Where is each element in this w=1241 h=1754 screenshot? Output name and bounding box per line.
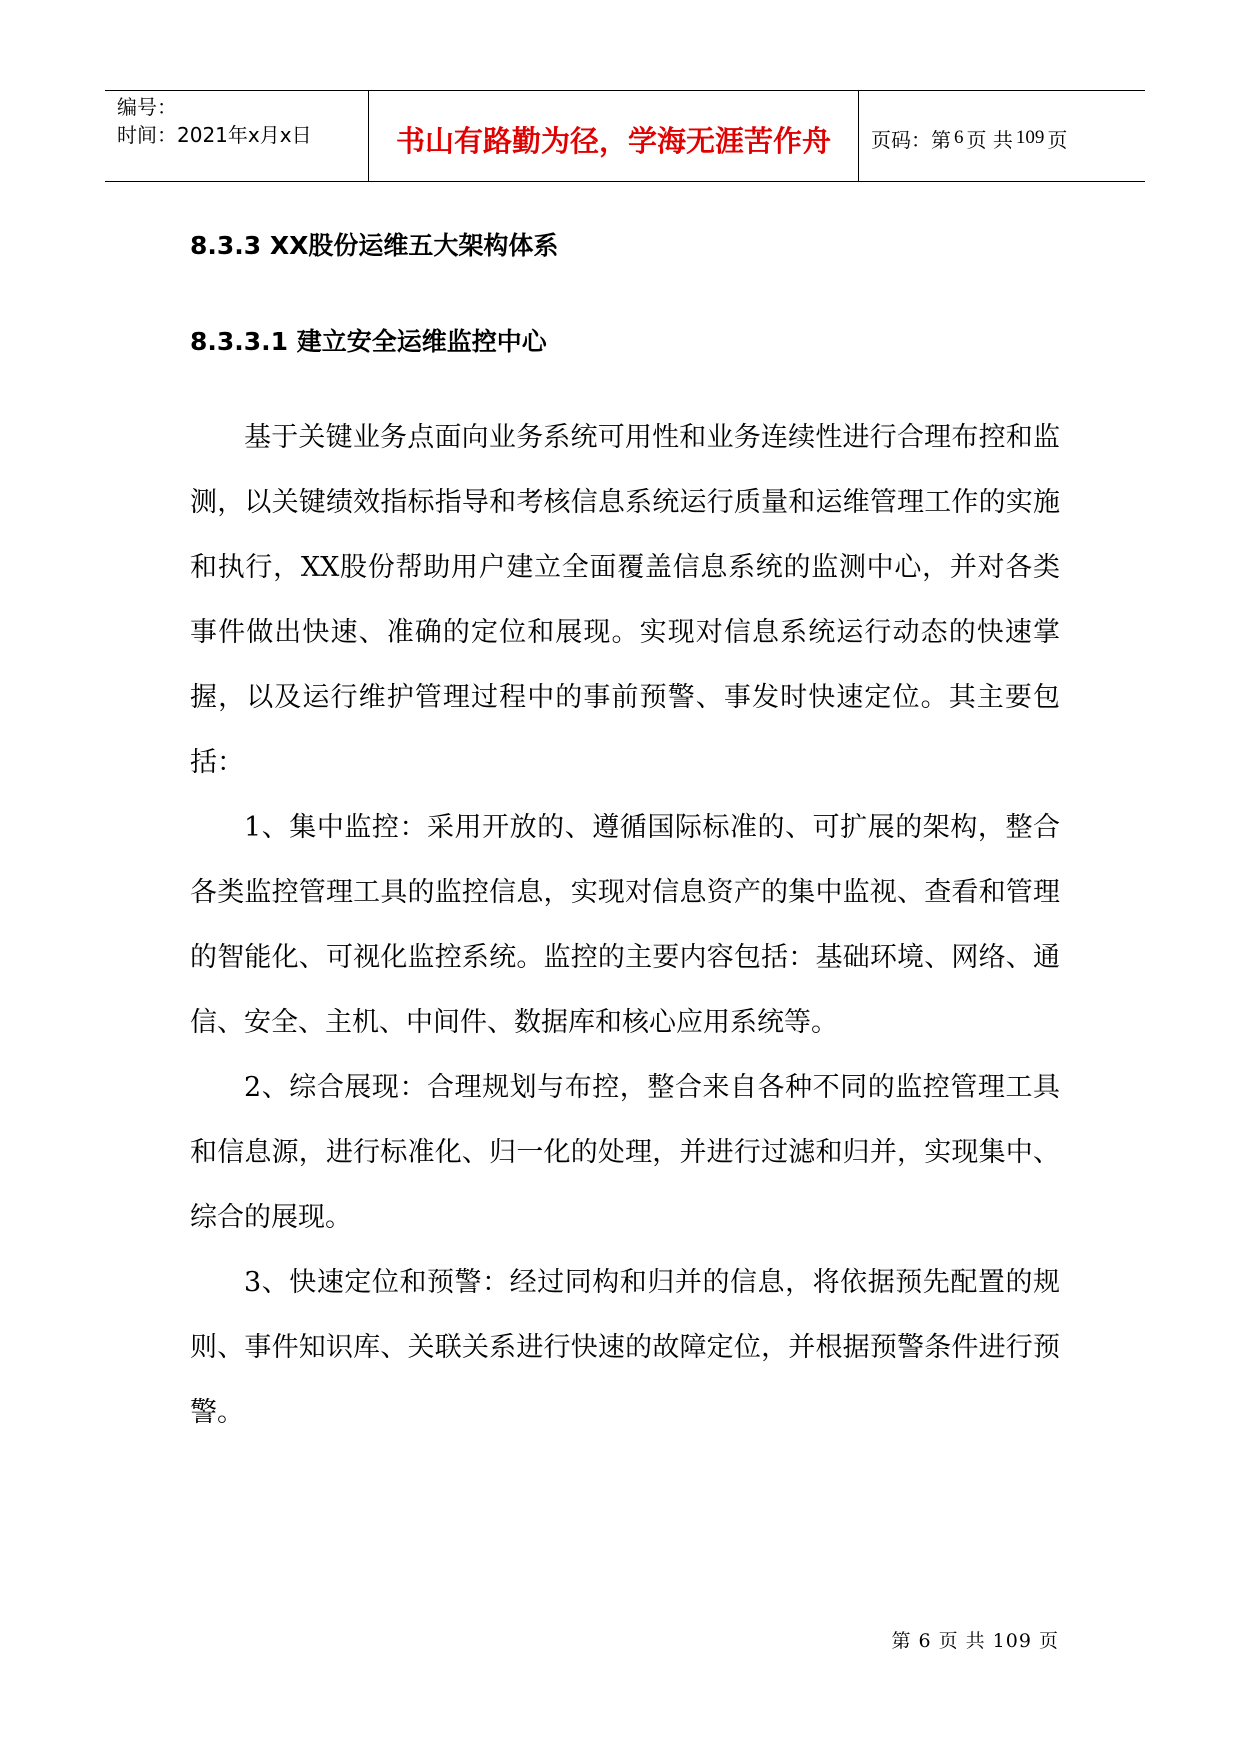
paragraph-intro: 基于关键业务点面向业务系统可用性和业务连续性进行合理布控和监测，以关键绩效指标指导和考核信息系统运行质量和运维管理工作的实施和执行，XX股份帮助用户建立全面覆盖信息系统的监测中心，并对各类事件做出快速、准确的定位和展现。实现对信息系统运行动态的快速掌握，以及运行维护管理过程中的事前预警、事发时快速定位。其主要包括： [190,422,1060,778]
header-meta [105,91,369,181]
paragraph-item-3: 3、快速定位和预警：经过同构和归并的信息，将依据预先配置的规则、事件知识库、关联关系进行快速的故障定位，并根据预警条件进行预警。 [190,1267,1060,1428]
page-mid: 页 共 [966,127,1013,152]
code-label: 编号： [117,95,177,119]
header-motto: 书山有路勤为径，学海无涯苦作舟 [369,91,859,181]
subsection-heading: 8.3.3.1 建立安全运维监控中心 [190,327,547,356]
page-suffix: 页 [1047,127,1068,152]
page-footer: 第 6 页 共 109 页 [891,1630,1059,1652]
paragraph-item-2: 2、综合展现：合理规划与布控，整合来自各种不同的监控管理工具和信息源，进行标准化、归一化的处理，并进行过滤和归并，实现集中、综合的展现。 [190,1072,1060,1233]
section-heading: 8.3.3 XX股份运维五大架构体系 [190,231,559,260]
page-header [105,90,1145,182]
page-current: 6 [954,127,964,148]
time-label: 时间：2021年x月x日 [117,123,312,147]
paragraph-item-1: 1、集中监控：采用开放的、遵循国际标准的、可扩展的架构，整合各类监控管理工具的监控信息，实现对信息资产的集中监视、查看和管理的智能化、可视化监控系统。监控的主要内容包括：基础环境、网络、通信、安全、主机、中间件、数据库和核心应用系统等。 [190,812,1060,1038]
page-prefix: 页码：第 [871,127,951,152]
header-page-number [859,91,1145,181]
page-total: 109 [1015,127,1045,148]
